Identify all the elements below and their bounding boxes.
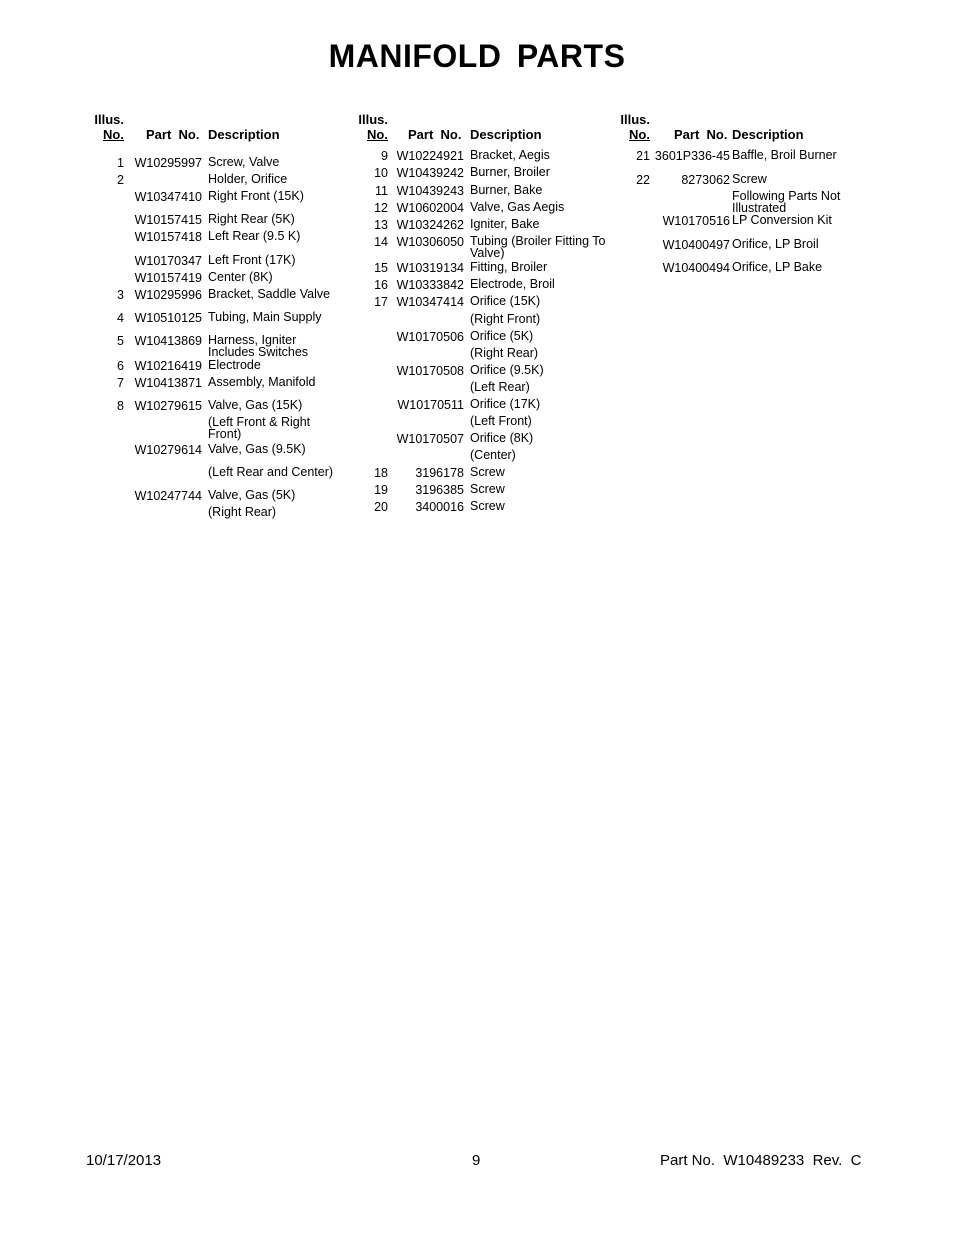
illus-number: 16 (374, 278, 388, 292)
part-number: W10170511 (397, 398, 464, 412)
part-number: W10224921 (396, 149, 464, 163)
footer-page-number: 9 (472, 1152, 481, 1169)
part-number: W10333842 (396, 278, 464, 292)
part-description: Electrode, Broil (470, 277, 555, 291)
part-description: Orifice, LP Broil (732, 237, 819, 251)
illus-number: 15 (374, 261, 388, 275)
footer-date: 10/17/2013 (86, 1152, 162, 1169)
page-title: MANIFOLD PARTS (328, 38, 626, 74)
part-number: W10295996 (134, 288, 202, 302)
header-illus-no (354, 112, 388, 142)
part-number: W10295997 (134, 156, 202, 170)
parts-column-3 (614, 112, 864, 312)
illus-number: 8 (117, 399, 124, 413)
part-description: Orifice (8K) (470, 431, 534, 445)
part-number: W10400497 (662, 238, 730, 252)
illus-number: 3 (117, 288, 124, 302)
part-description: Bracket, Saddle Valve (208, 287, 331, 301)
header-illus-label: Illus. (94, 112, 124, 127)
part-number: W10306050 (396, 235, 464, 249)
part-number: W10216419 (134, 359, 202, 373)
part-number: W10157419 (134, 271, 202, 285)
part-number: W10400494 (662, 261, 730, 275)
part-description: (Left Rear and Center) (208, 465, 334, 479)
part-description: Assembly, Manifold (208, 375, 316, 389)
part-number: W10170507 (396, 432, 464, 446)
part-description: (Right Rear) (208, 505, 277, 519)
part-number: 3196178 (415, 466, 464, 480)
part-description: Screw (470, 465, 505, 479)
part-number: W10439242 (396, 166, 464, 180)
part-number: W10170508 (396, 364, 464, 378)
illus-number: 18 (374, 466, 388, 480)
header-illus-no (90, 112, 124, 142)
part-number: W10247744 (134, 489, 202, 503)
parts-column-1 (90, 112, 340, 532)
part-number: W10170516 (662, 214, 730, 228)
part-description: Orifice (17K) (470, 397, 541, 411)
part-description: Baffle, Broil Burner (732, 148, 837, 162)
illus-number: 14 (374, 235, 388, 249)
part-description: Orifice (15K) (470, 294, 541, 308)
illus-number: 11 (375, 184, 388, 198)
part-number: W10510125 (134, 311, 202, 325)
part-description: Valve, Gas Aegis (470, 200, 565, 214)
part-number: W10602004 (396, 201, 464, 215)
part-description: (Right Front) (470, 312, 541, 326)
header-description: Description (470, 127, 542, 142)
header-no-label: No. (367, 127, 388, 142)
part-number: 3400016 (415, 500, 464, 514)
part-description: Tubing, Main Supply (208, 310, 322, 324)
part-description: Left Front (17K) (208, 253, 296, 267)
part-description: Right Front (15K) (208, 189, 304, 203)
header-part-no: Part No. (408, 127, 462, 142)
part-description: Burner, Broiler (470, 165, 550, 179)
header-illus-label: Illus. (358, 112, 388, 127)
illus-number: 21 (636, 149, 650, 163)
illus-number: 7 (117, 376, 124, 390)
illus-number: 19 (374, 483, 388, 497)
part-number: W10439243 (396, 184, 464, 198)
illus-number: 6 (117, 359, 124, 373)
part-description: LP Conversion Kit (732, 213, 832, 227)
part-number: W10347410 (134, 190, 202, 204)
part-description: Igniter, Bake (470, 217, 540, 231)
header-part-no: Part No. (146, 127, 200, 142)
footer-part-number: Part No. W10489233 Rev. C (660, 1152, 862, 1169)
part-description: Harness, Igniter Includes Switches (208, 333, 309, 359)
part-description: Following Parts Not Illustrated (732, 189, 841, 215)
header-part-no: Part No. (674, 127, 728, 142)
part-number: 3196385 (415, 483, 464, 497)
part-description: Center (8K) (208, 270, 273, 284)
part-description: (Left Front) (470, 414, 532, 428)
illus-number: 17 (374, 295, 388, 309)
header-no-label: No. (629, 127, 650, 142)
parts-column-2 (352, 112, 612, 532)
part-description: Burner, Bake (470, 183, 543, 197)
part-description: (Left Rear) (470, 380, 530, 394)
part-description: (Left Front & Right Front) (208, 415, 311, 441)
illus-number: 2 (117, 173, 124, 187)
illus-number: 1 (117, 156, 124, 170)
part-description: Left Rear (9.5 K) (208, 229, 301, 243)
part-number: W10324262 (396, 218, 464, 232)
part-number: 8273062 (681, 173, 730, 187)
part-description: Screw (470, 482, 505, 496)
illus-number: 4 (117, 311, 124, 325)
part-number: W10413871 (134, 376, 202, 390)
illus-number: 20 (374, 500, 388, 514)
part-description: Bracket, Aegis (470, 148, 550, 162)
part-number: W10170347 (134, 254, 202, 268)
part-description: Orifice, LP Bake (732, 260, 823, 274)
part-number: W10319134 (396, 261, 464, 275)
part-description: Valve, Gas (5K) (208, 488, 296, 502)
part-description: Holder, Orifice (208, 172, 288, 186)
part-number: W10157418 (134, 230, 202, 244)
part-description: (Center) (470, 448, 516, 462)
part-description: Screw, Valve (208, 155, 280, 169)
part-number: W10347414 (396, 295, 464, 309)
illus-number: 10 (374, 166, 388, 180)
part-description: Orifice (5K) (470, 329, 534, 343)
header-illus-no (616, 112, 650, 142)
part-number: W10170506 (396, 330, 464, 344)
part-description: Right Rear (5K) (208, 212, 295, 226)
illus-number: 12 (374, 201, 388, 215)
part-description: Orifice (9.5K) (470, 363, 544, 377)
part-description: (Right Rear) (470, 346, 539, 360)
part-number: 3601P336-45 (654, 149, 730, 163)
illus-number: 13 (374, 218, 388, 232)
part-number: W10157415 (134, 213, 202, 227)
part-description: Valve, Gas (15K) (208, 398, 303, 412)
header-description: Description (732, 127, 804, 142)
illus-number: 5 (117, 334, 124, 348)
header-description: Description (208, 127, 280, 142)
header-illus-label: Illus. (620, 112, 650, 127)
header-no-label: No. (103, 127, 124, 142)
part-number: W10413869 (134, 334, 202, 348)
part-description: Valve, Gas (9.5K) (208, 442, 306, 456)
part-description: Electrode (208, 358, 261, 372)
illus-number: 22 (636, 173, 650, 187)
part-number: W10279614 (134, 443, 202, 457)
part-description: Screw (470, 499, 505, 513)
part-description: Fitting, Broiler (470, 260, 548, 274)
part-number: W10279615 (134, 399, 202, 413)
part-description: Tubing (Broiler Fitting To Valve) (470, 234, 606, 260)
part-description: Screw (732, 172, 767, 186)
illus-number: 9 (381, 149, 388, 163)
